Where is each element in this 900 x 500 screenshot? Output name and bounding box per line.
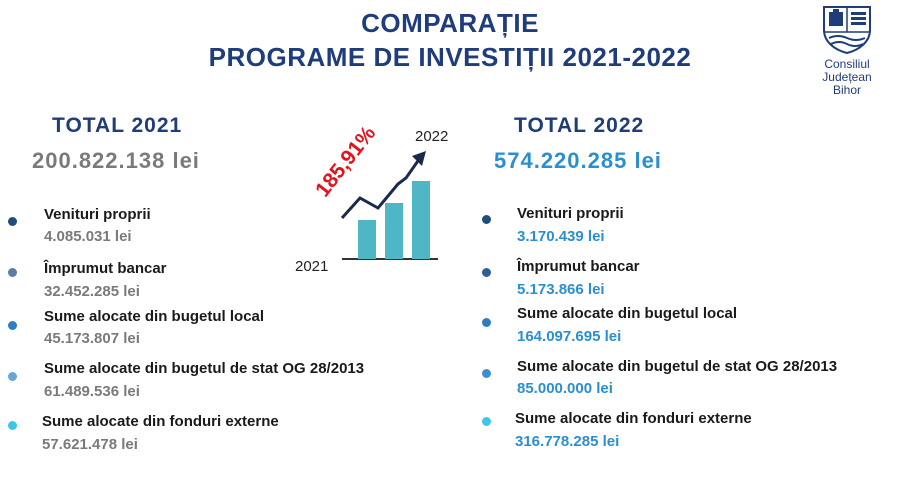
item-value: 3.170.439 lei bbox=[517, 228, 605, 245]
page-title-line1: COMPARAȚIE bbox=[361, 8, 539, 38]
item-label: Sume alocate din fonduri externe bbox=[515, 410, 752, 427]
bullet-dot bbox=[8, 217, 17, 226]
bullet-dot bbox=[482, 215, 491, 224]
item-value: 45.173.807 lei bbox=[44, 330, 140, 347]
item-label: Venituri proprii bbox=[44, 206, 151, 223]
bar-1 bbox=[358, 220, 376, 259]
bullet-dot bbox=[8, 321, 17, 330]
item-label: Sume alocate din bugetul de stat OG 28/2013 bbox=[517, 358, 838, 375]
growth-percentage: 185,91% bbox=[311, 121, 381, 202]
bullet-dot bbox=[8, 268, 17, 277]
chart-year-end: 2022 bbox=[415, 128, 449, 145]
logo bbox=[806, 4, 888, 97]
item-value: 164.097.695 lei bbox=[517, 328, 622, 345]
total-2021-value: 200.822.138 lei bbox=[32, 148, 200, 173]
bullet-dot bbox=[8, 372, 17, 381]
bullet-dot bbox=[482, 318, 491, 327]
page-title-line2: PROGRAME DE INVESTIȚII 2021-2022 bbox=[208, 42, 692, 72]
item-label: Sume alocate din fonduri externe bbox=[42, 413, 279, 430]
total-2021-label: TOTAL 2021 bbox=[52, 114, 183, 137]
bar-2 bbox=[385, 203, 403, 259]
total-2022-value: 574.220.285 lei bbox=[494, 148, 662, 173]
item-value: 61.489.536 lei bbox=[44, 383, 140, 400]
item-label: Împrumut bancar bbox=[517, 258, 640, 275]
bullet-dot bbox=[482, 369, 491, 378]
logo-text-line3: Bihor bbox=[832, 83, 861, 97]
item-label: Sume alocate din bugetul local bbox=[44, 308, 265, 325]
chart-year-start: 2021 bbox=[295, 258, 329, 275]
item-label: Împrumut bancar bbox=[44, 260, 167, 277]
growth-chart bbox=[290, 118, 450, 278]
item-label: Sume alocate din bugetul de stat OG 28/2013 bbox=[44, 360, 365, 377]
item-label: Sume alocate din bugetul local bbox=[517, 305, 738, 322]
item-value: 5.173.866 lei bbox=[517, 281, 605, 298]
item-value: 32.452.285 lei bbox=[44, 283, 140, 300]
total-2022-label: TOTAL 2022 bbox=[514, 114, 645, 137]
logo-text-line2: Județean bbox=[822, 70, 872, 84]
item-value: 316.778.285 lei bbox=[515, 433, 620, 450]
item-value: 4.085.031 lei bbox=[44, 228, 132, 245]
item-value: 57.621.478 lei bbox=[42, 436, 138, 453]
bar-3 bbox=[412, 181, 430, 259]
logo-text-line1: Consiliul bbox=[824, 57, 870, 71]
bullet-dot bbox=[482, 417, 491, 426]
item-label: Venituri proprii bbox=[517, 205, 624, 222]
bullet-dot bbox=[8, 421, 17, 430]
bullet-dot bbox=[482, 268, 491, 277]
coat-of-arms-icon bbox=[821, 4, 873, 54]
item-value: 85.000.000 lei bbox=[517, 380, 613, 397]
